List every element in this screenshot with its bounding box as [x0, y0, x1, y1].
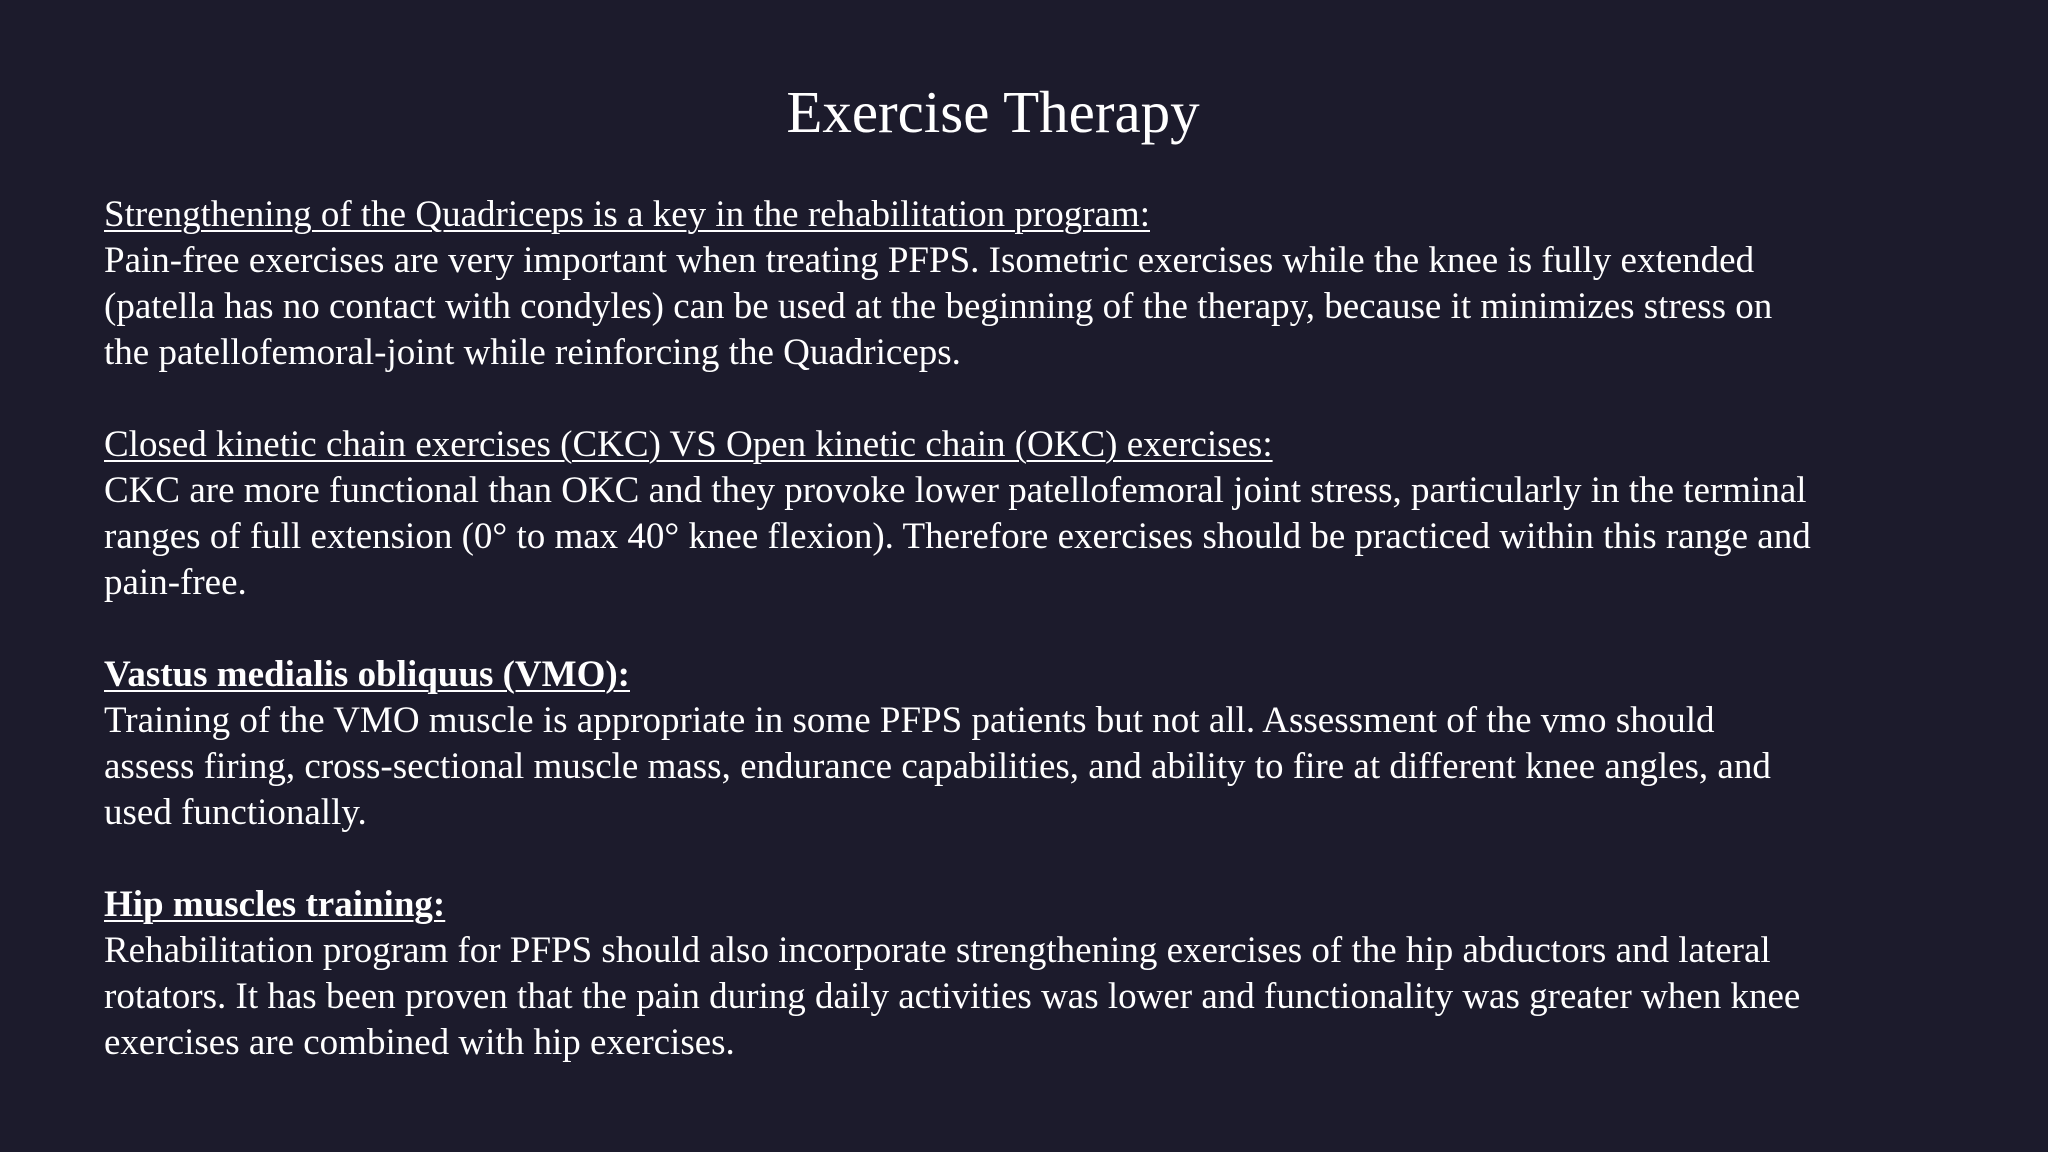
- section-hip-muscles: [104, 882, 2004, 1066]
- section-heading: Closed kinetic chain exercises (CKC) VS Open kinetic chain (OKC) exercises:: [104, 424, 1273, 465]
- section-body: [104, 928, 2004, 1066]
- body-line: exercises are combined with hip exercises.: [104, 1022, 735, 1063]
- section-body: [104, 468, 2004, 606]
- body-line: pain-free.: [104, 562, 247, 603]
- slide-content: [104, 192, 2004, 1112]
- section-heading: Vastus medialis obliquus (VMO):: [104, 654, 630, 695]
- section-vmo: [104, 652, 2004, 836]
- body-line: (patella has no contact with condyles) can be used at the beginning of the therapy, because it minimizes stress on: [104, 286, 1773, 327]
- body-line: Training of the VMO muscle is appropriate in some PFPS patients but not all. Assessment of the vmo should: [104, 700, 1715, 741]
- section-heading: Strengthening of the Quadriceps is a key in the rehabilitation program:: [104, 194, 1150, 235]
- slide-title: Exercise Therapy: [786, 79, 1200, 145]
- body-line: assess firing, cross-sectional muscle mass, endurance capabilities, and ability to fire at different knee angles, and: [104, 746, 1771, 787]
- section-ckc-okc: [104, 422, 2004, 606]
- body-line: Pain-free exercises are very important when treating PFPS. Isometric exercises while the knee is fully extended: [104, 240, 1755, 281]
- body-line: Rehabilitation program for PFPS should also incorporate strengthening exercises of the hip abductors and lateral: [104, 930, 1771, 971]
- body-line: ranges of full extension (0° to max 40° knee flexion). Therefore exercises should be practiced within this range and: [104, 516, 1811, 557]
- section-body: [104, 238, 2004, 376]
- section-body: [104, 698, 2004, 836]
- body-line: the patellofemoral-joint while reinforcing the Quadriceps.: [104, 332, 961, 373]
- body-line: used functionally.: [104, 792, 367, 833]
- body-line: rotators. It has been proven that the pain during daily activities was lower and functionality was greater when knee: [104, 976, 1801, 1017]
- body-line: CKC are more functional than OKC and they provoke lower patellofemoral joint stress, particularly in the terminal: [104, 470, 1807, 511]
- section-heading: Hip muscles training:: [104, 884, 446, 925]
- section-quadriceps: [104, 192, 2004, 376]
